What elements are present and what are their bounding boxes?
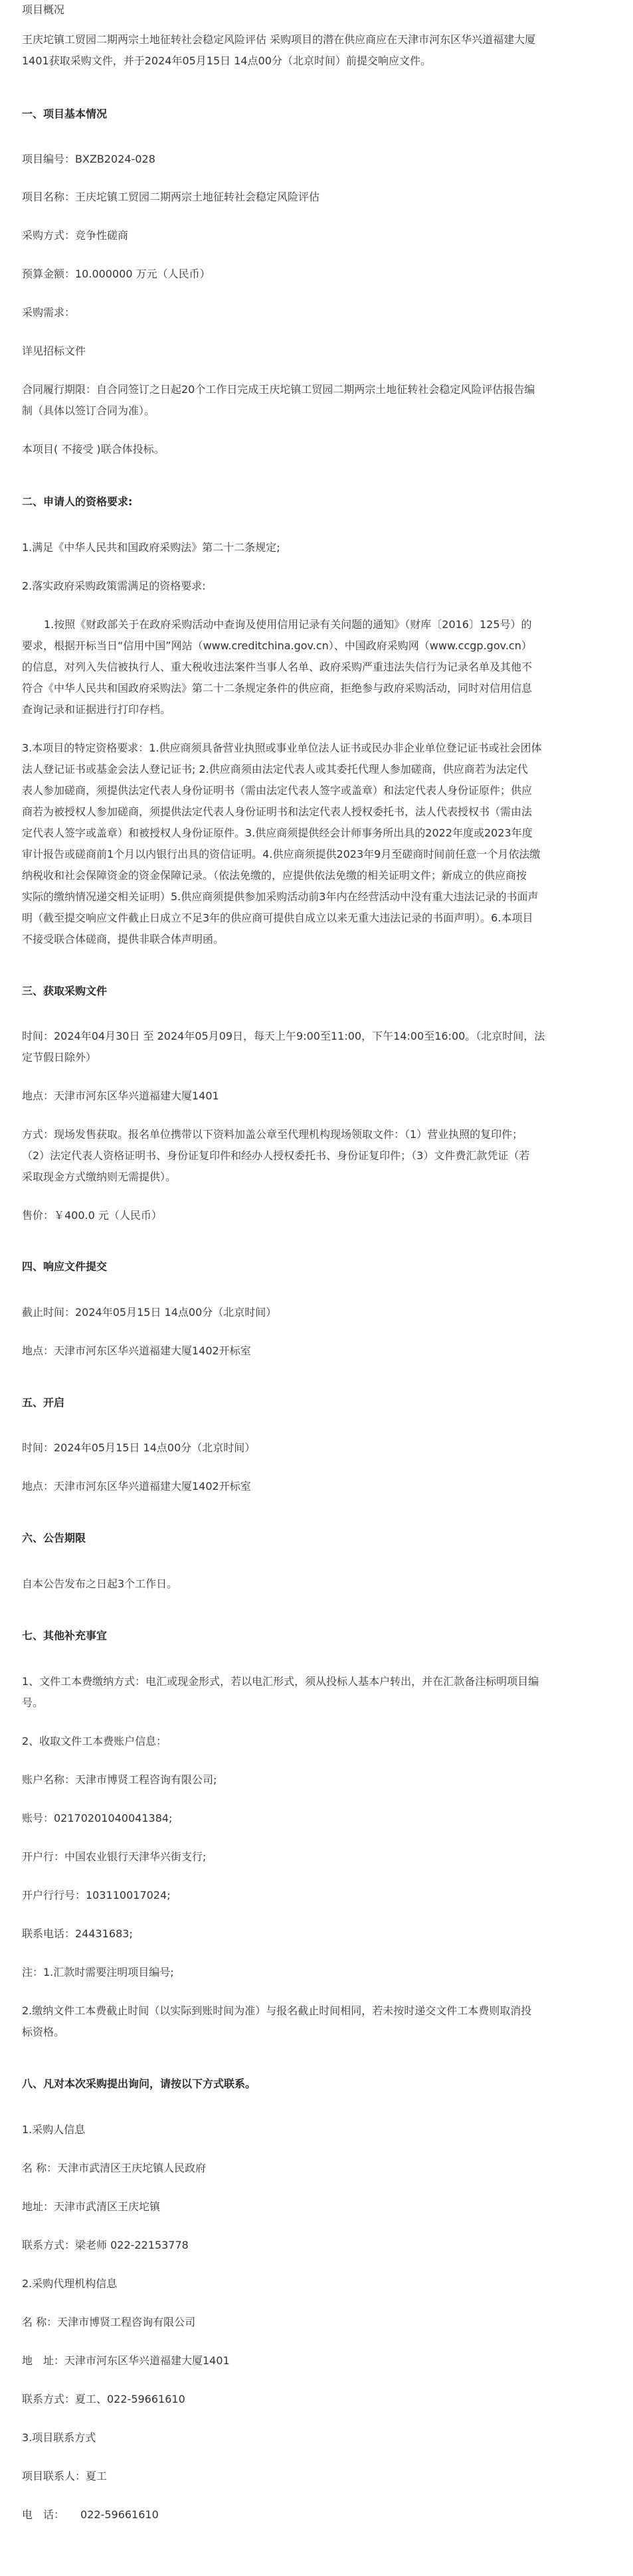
document-price: 售价：￥400.0 元（人民币） bbox=[22, 1209, 162, 1222]
bank-name: 开户行：中国农业银行天津华兴街支行; bbox=[22, 1850, 207, 1863]
buyer-name: 名 称：天津市武清区王庆坨镇人民政府 bbox=[22, 2162, 207, 2174]
section-heading-obtain-documents: 三、获取采购文件 bbox=[22, 985, 108, 997]
credit-record-text: 的信息，对列入失信被执行人、重大税收违法案件当事人名单、政府采购严重违法失信行为记录名单及其他不 bbox=[22, 661, 533, 673]
specific-qualification-text: 实际的缴纳情况递交相关证明）5.供应商须提供参加采购活动前3年内在经营活动中没有重大违法记录的书面声 bbox=[22, 890, 539, 903]
specific-qualification-text: 审计报告或磋商前1个月以内银行出具的资信证明。4.供应商须提供2023年9月至磋商时间前任意一个月依法缴 bbox=[22, 848, 541, 860]
budget-amount: 预算金额：10.000000 万元（人民币） bbox=[22, 268, 211, 280]
agent-address: 地 址：天津市河东区华兴道福建大厦1401 bbox=[22, 2354, 230, 2367]
fee-payment-method: 1、文件工本费缴纳方式：电汇或现金形式，若以电汇形式，须从投标人基本户转出，并在汇款备注标明项目编 bbox=[22, 1675, 539, 1688]
overview-title: 项目概况 bbox=[22, 3, 65, 16]
account-number: 账号：02170201040041384; bbox=[22, 1812, 173, 1824]
buyer-contact: 联系方式：梁老师 022-22153778 bbox=[22, 2239, 189, 2251]
requirements-value: 详见招标文件 bbox=[22, 345, 86, 357]
obtain-time: 定节假日除外） bbox=[22, 1051, 97, 1064]
project-contact-title: 3.项目联系方式 bbox=[22, 2431, 96, 2444]
credit-record-text: 符合《中华人民共和国政府采购法》第二十二条规定条件的供应商，拒绝参与政府采购活动，同时对信用信息 bbox=[22, 682, 533, 694]
notice-period-text: 自本公告发布之日起3个工作日。 bbox=[22, 1577, 178, 1590]
section-heading-submission: 四、响应文件提交 bbox=[22, 1260, 108, 1273]
opening-time: 时间：2024年05月15日 14点00分（北京时间） bbox=[22, 1441, 256, 1454]
specific-qualification-text: 表人参加磋商，须提供法定代表人身份证明书（需由法定代表人签字或盖章）和法定代表人身份证原件；供应 bbox=[22, 784, 533, 797]
specific-qualification-text: 纳税收和社会保障资金的资金保障记录。（依法免缴的，应提供依法免缴的相关证明文件；新成立的供应商按 bbox=[22, 869, 527, 882]
project-name: 项目名称：王庆坨镇工贸园二期两宗土地征转社会稳定风险评估 bbox=[22, 191, 320, 203]
opening-place: 地点：天津市河东区华兴道福建大厦1402开标室 bbox=[22, 1480, 251, 1492]
phone-value: 022-59661610 bbox=[80, 2508, 159, 2521]
credit-record-text: 要求，根据开标当日“信用中国”网站（www.creditchina.gov.cn）、中国政府采购网（www.ccgp.gov.cn） bbox=[22, 639, 532, 652]
section-heading-contact: 八、凡对本次采购提出询问，请按以下方式联系。 bbox=[22, 2077, 256, 2090]
agent-info-title: 2.采购代理机构信息 bbox=[22, 2277, 118, 2290]
contract-period: 制（具体以签订合同为准）。 bbox=[22, 404, 155, 417]
contact-phone: 联系电话：24431683; bbox=[22, 1927, 133, 1940]
specific-qualification-text: 法人登记证书或基金会法人登记证书; 2.供应商须由法定代表人或其委托代理人参加磋商，供应商若为法定代 bbox=[22, 763, 528, 775]
section-heading-basic-info: 一、项目基本情况 bbox=[22, 108, 108, 120]
requirements-label: 采购需求： bbox=[22, 306, 76, 319]
phone-label: 电 话： bbox=[22, 2508, 65, 2521]
agent-name: 名 称：天津市博贤工程咨询有限公司 bbox=[22, 2316, 196, 2328]
specific-qualification-text: 商若为被授权人参加磋商，须提供法定代表人身份证明书和法定代表人授权委托书，法人代表授权书（需由法 bbox=[22, 805, 533, 818]
buyer-address: 地址：天津市武清区王庆坨镇 bbox=[22, 2200, 161, 2213]
section-heading-opening: 五、开启 bbox=[22, 1396, 65, 1409]
submission-place: 地点：天津市河东区华兴道福建大厦1402开标室 bbox=[22, 1344, 251, 1357]
fee-payment-method: 号。 bbox=[22, 1696, 44, 1709]
consortium-note: 本项目( 不接受 )联合体投标。 bbox=[22, 443, 165, 455]
obtain-method: 方式：现场发售获取。报名单位携带以下资料加盖公章至代理机构现场领取文件：（1）营业执照的复印件； bbox=[22, 1128, 523, 1141]
obtain-time: 时间：2024年04月30日 至 2024年05月09日，每天上午9:00至11:00，下午14:00至16:00。（北京时间，法 bbox=[22, 1030, 545, 1042]
overview-line: 王庆坨镇工贸园二期两宗土地征转社会稳定风险评估 采购项目的潜在供应商应在天津市河东区华兴道福建大厦 bbox=[22, 33, 536, 46]
buyer-info-title: 1.采购人信息 bbox=[22, 2123, 86, 2136]
section-heading-notice-period: 六、公告期限 bbox=[22, 1532, 86, 1544]
account-name: 账户名称：天津市博贤工程咨询有限公司; bbox=[22, 1773, 217, 1786]
obtain-method: （2）法定代表人资格证明书、身份证复印件和经办人授权委托书、身份证复印件；（3）文件费汇款凭证（若 bbox=[22, 1149, 530, 1162]
fee-deadline-note: 2.缴纳文件工本费截止时间（以实际到账时间为准）与报名截止时间相同，若未按时递交文件工本费则取消投 bbox=[22, 2004, 532, 2017]
obtain-place: 地点：天津市河东区华兴道福建大厦1401 bbox=[22, 1089, 219, 1102]
specific-qualification-text: 3.本项目的特定资格要求：1.供应商须具备营业执照或事业单位法人证书或民办非企业单位登记证书或社会团体 bbox=[22, 742, 542, 754]
credit-record-text: 查询记录和证据进行打印存档。 bbox=[22, 703, 171, 716]
submission-deadline: 截止时间：2024年05月15日 14点00分（北京时间） bbox=[22, 1306, 277, 1319]
qualification-item-1: 1.满足《中华人民共和国政府采购法》第二十二条规定; bbox=[22, 541, 280, 554]
project-contact-person: 项目联系人：夏工 bbox=[22, 2470, 108, 2482]
agent-contact: 联系方式：夏工、022-59661610 bbox=[22, 2393, 185, 2405]
remittance-note: 注：1.汇款时需要注明项目编号; bbox=[22, 1966, 174, 1978]
project-number: 项目编号：BXZB2024-028 bbox=[22, 153, 155, 165]
specific-qualification-text: 定代表人签字或盖章）和被授权人身份证原件。3.供应商须提供经会计师事务所出具的2022年度或2023年度 bbox=[22, 827, 533, 839]
specific-qualification-text: 明（截至提交响应文件截止日成立不足3年的供应商可提供自成立以来无重大违法记录的书面声明）。6.本项目 bbox=[22, 912, 533, 924]
specific-qualification-text: 不接受联合体磋商，提供非联合体声明函。 bbox=[22, 933, 225, 945]
section-heading-qualifications: 二、申请人的资格要求: bbox=[22, 495, 133, 508]
contract-period: 合同履行期限：自合同签订之日起20个工作日完成王庆坨镇工贸园二期两宗土地征转社会稳定风险评估报告编 bbox=[22, 383, 535, 396]
bank-code: 开户行行号：103110017024; bbox=[22, 1889, 171, 1901]
section-heading-supplementary: 七、其他补充事宜 bbox=[22, 1629, 108, 1642]
fee-deadline-note: 标资格。 bbox=[22, 2026, 65, 2038]
fee-account-info-label: 2、收取文件工本费账户信息： bbox=[22, 1735, 167, 1747]
obtain-method: 采取现金方式缴纳则无需提供）。 bbox=[22, 1170, 177, 1183]
overview-line: 1401获取采购文件，并于2024年05月15日 14点00分（北京时间）前提交响应文件。 bbox=[22, 54, 431, 67]
credit-record-text: 1.按照《财政部关于在政府采购活动中查询及使用信用记录有关问题的通知》（财库〔2016〕125号）的 bbox=[44, 618, 532, 631]
qualification-item-2: 2.落实政府采购政策需满足的资格要求: bbox=[22, 580, 206, 592]
project-contact-phone bbox=[22, 2505, 613, 2525]
procurement-method: 采购方式：竞争性磋商 bbox=[22, 229, 129, 242]
